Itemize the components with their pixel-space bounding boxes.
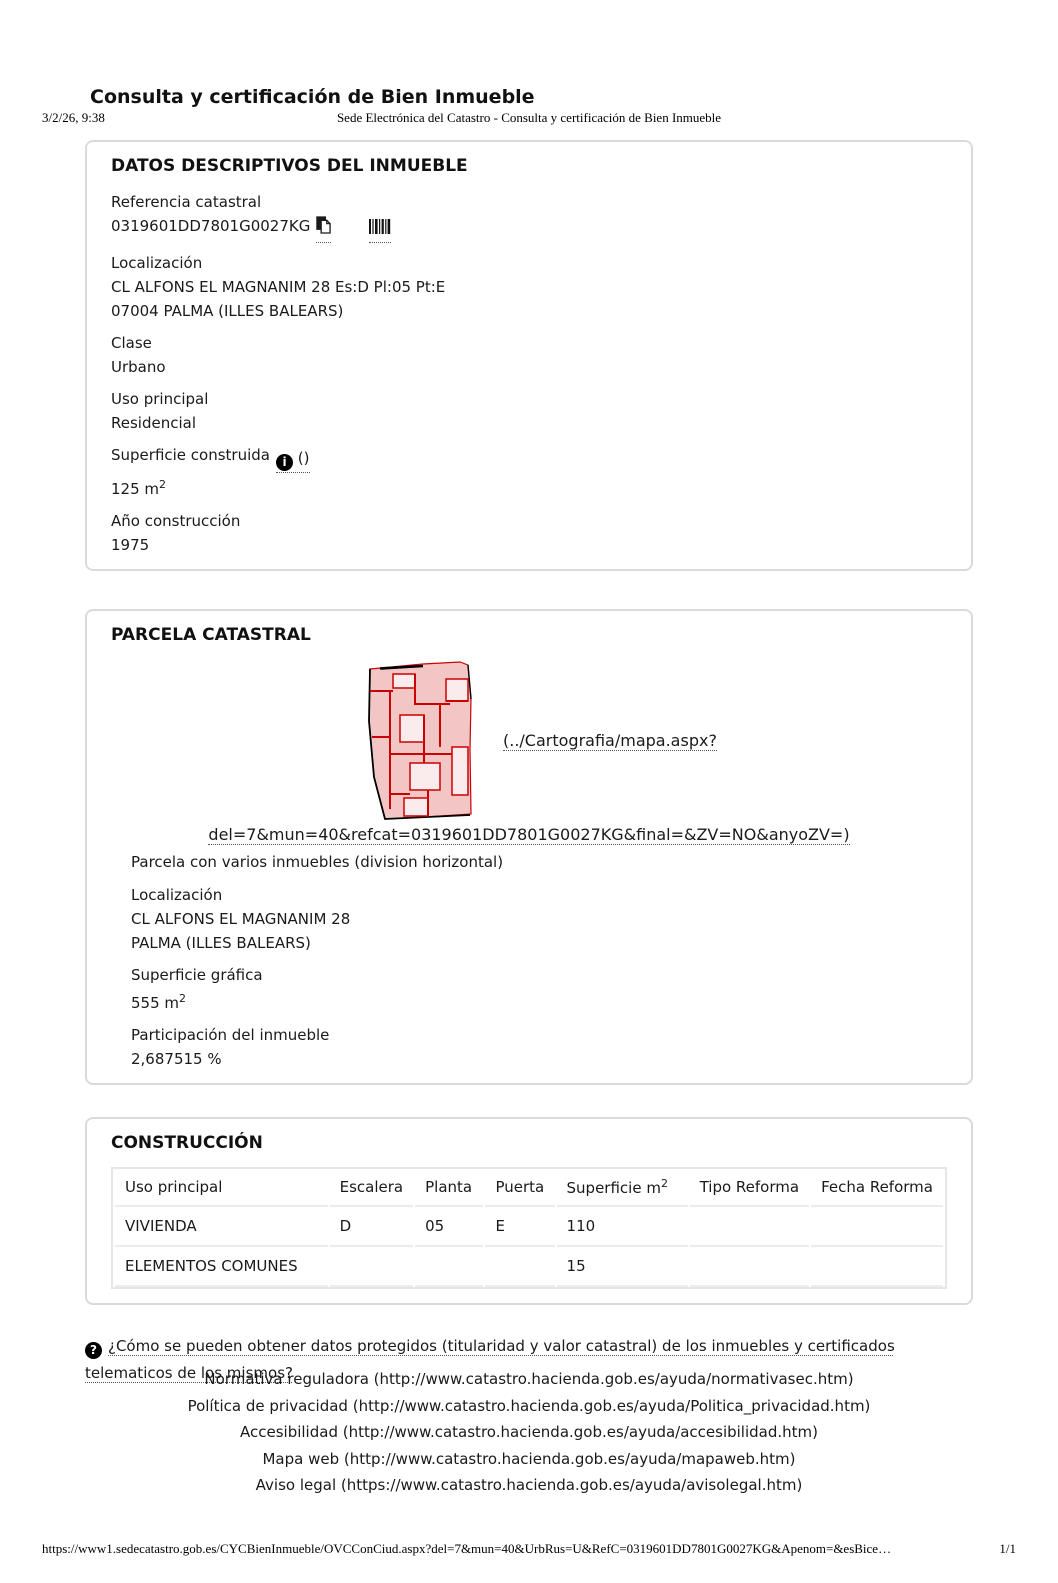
parcela-localizacion-line1: CL ALFONS EL MAGNANIM 28 (131, 910, 351, 928)
parcel-map-image[interactable] (360, 659, 477, 822)
cell-uso: ELEMENTOS COMUNES (115, 1247, 328, 1287)
cell-fecha-reforma (811, 1207, 943, 1247)
table-row (115, 1247, 943, 1287)
link-normativa-reguladora[interactable]: Normativa reguladora (http://www.catastro.hacienda.gob.es/ayuda/normativasec.htm) (204, 1370, 854, 1388)
cartografia-map-link-line1[interactable]: (../Cartografia/mapa.aspx? (503, 730, 717, 750)
parcel-map-row (360, 659, 947, 822)
link-aviso-legal[interactable]: Aviso legal (https://www.catastro.hacienda.gob.es/ayuda/avisolegal.htm) (255, 1476, 803, 1494)
help-links (85, 1366, 973, 1499)
copy-icon (316, 216, 331, 234)
cell-uso: VIVIENDA (115, 1207, 328, 1247)
superficie-construida-label: Superficie construida (111, 446, 270, 464)
table-row (115, 1207, 943, 1247)
section-parcela-catastral (85, 609, 973, 1085)
link-accesibilidad[interactable]: Accesibilidad (http://www.catastro.hacienda.gob.es/ayuda/accesibilidad.htm) (240, 1423, 818, 1441)
print-footer-page-indicator: 1/1 (999, 1541, 1016, 1556)
print-header (42, 110, 1016, 126)
field-uso-principal (111, 387, 947, 435)
parcela-note: Parcela con varios inmuebles (division horizontal) (131, 853, 504, 871)
barcode-icon (369, 219, 391, 234)
uso-principal-label: Uso principal (111, 390, 209, 408)
clase-value: Urbano (111, 358, 166, 376)
construccion-table (111, 1167, 947, 1289)
field-referencia-catastral (111, 190, 947, 243)
field-anio-construccion (111, 509, 947, 557)
cell-planta: 05 (415, 1207, 483, 1247)
section-construccion (85, 1117, 973, 1305)
superficie-info-link-text: () (297, 449, 310, 467)
superficie-grafica-label: Superficie gráfica (131, 966, 263, 984)
superficie-construida-value: 125 $m^2$ (111, 478, 167, 498)
construccion-header-row (115, 1169, 943, 1207)
parcela-localizacion-line2: PALMA (ILLES BALEARS) (131, 934, 311, 952)
copy-reference-button[interactable] (316, 216, 331, 243)
col-tipo-reforma: Tipo Reforma (690, 1169, 809, 1207)
col-superficie: Superficie $m^2$ (557, 1169, 688, 1207)
col-escalera: Escalera (330, 1169, 414, 1207)
field-localizacion (111, 251, 947, 323)
anio-construccion-value: 1975 (111, 536, 150, 554)
col-planta: Planta (415, 1169, 483, 1207)
datos-title: DATOS DESCRIPTIVOS DEL INMUEBLE (111, 156, 468, 176)
participacion-label: Participación del inmueble (131, 1026, 330, 1044)
referencia-value: 0319601DD7801G0027KG (111, 217, 311, 235)
superficie-grafica-value: 555 $m^2$ (131, 992, 187, 1012)
barcode-label-button[interactable] (369, 217, 391, 243)
clase-label: Clase (111, 334, 152, 352)
section-datos-descriptivos (85, 140, 973, 571)
col-puerta: Puerta (485, 1169, 554, 1207)
link-mapa-web[interactable]: Mapa web (http://www.catastro.hacienda.gob.es/ayuda/mapaweb.htm) (262, 1449, 796, 1468)
cell-superficie: 15 (557, 1247, 688, 1287)
participacion-value: 2,687515 % (131, 1050, 222, 1068)
localizacion-label: Localización (111, 254, 203, 272)
anio-construccion-label: Año construcción (111, 512, 241, 530)
cell-planta (415, 1247, 483, 1287)
cell-tipo-reforma (690, 1247, 809, 1287)
field-superficie-construida (111, 443, 947, 501)
cell-puerta (485, 1247, 554, 1287)
print-footer-url: https://www1.sedecatastro.gob.es/CYCBienInmueble/OVCConCiud.aspx?del=7&mun=40&UrbRus=U&RefC=0319601DD7801G0027KG&Apenom=&esBice… (42, 1541, 892, 1556)
field-clase (111, 331, 947, 379)
cell-puerta: E (485, 1207, 554, 1247)
col-fecha-reforma: Fecha Reforma (811, 1169, 943, 1207)
cell-tipo-reforma (690, 1207, 809, 1247)
parcela-localizacion-label: Localización (131, 886, 223, 904)
referencia-label: Referencia catastral (111, 193, 262, 211)
uso-principal-value: Residencial (111, 414, 196, 432)
cell-escalera (330, 1247, 414, 1287)
protected-data-question-link[interactable]: ¿Cómo se pueden obtener datos protegidos (titularidad y valor catastral) de los inmuebles y certificados telematicos de los mismos? (85, 1337, 895, 1382)
cartografia-map-link-line2-wrap (111, 822, 947, 848)
field-superficie-grafica (131, 963, 947, 1015)
field-participacion (131, 1023, 947, 1071)
print-footer (42, 1541, 1016, 1557)
catastro-print-page (0, 86, 1058, 1583)
field-parcela-localizacion (131, 883, 947, 955)
superficie-info-link[interactable] (276, 446, 310, 473)
info-icon: i (276, 454, 293, 471)
page-title: Consulta y certificación de Bien Inmueble (90, 86, 535, 108)
question-icon: ? (85, 1342, 102, 1359)
referencia-value-row (111, 214, 947, 243)
col-uso-principal: Uso principal (115, 1169, 328, 1207)
link-politica-privacidad[interactable]: Política de privacidad (http://www.catastro.hacienda.gob.es/ayuda/Politica_privacidad.htm) (187, 1396, 871, 1415)
localizacion-line2: 07004 PALMA (ILLES BALEARS) (111, 302, 344, 320)
print-timestamp: 3/2/26, 9:38 (42, 110, 105, 125)
superficie-construida-label-row (111, 443, 947, 473)
print-document-title: Sede Electrónica del Catastro - Consulta y certificación de Bien Inmueble (336, 110, 722, 125)
localizacion-line1: CL ALFONS EL MAGNANIM 28 Es:D Pl:05 Pt:E (111, 278, 446, 296)
cell-fecha-reforma (811, 1247, 943, 1287)
cell-escalera: D (330, 1207, 414, 1247)
construccion-title: CONSTRUCCIÓN (111, 1133, 263, 1153)
parcela-title: PARCELA CATASTRAL (111, 625, 311, 645)
help-section (85, 1333, 973, 1499)
cell-superficie: 110 (557, 1207, 688, 1247)
cartografia-map-link-line2[interactable]: del=7&mun=40&refcat=0319601DD7801G0027KG&final=&ZV=NO&anyoZV=) (208, 825, 850, 844)
